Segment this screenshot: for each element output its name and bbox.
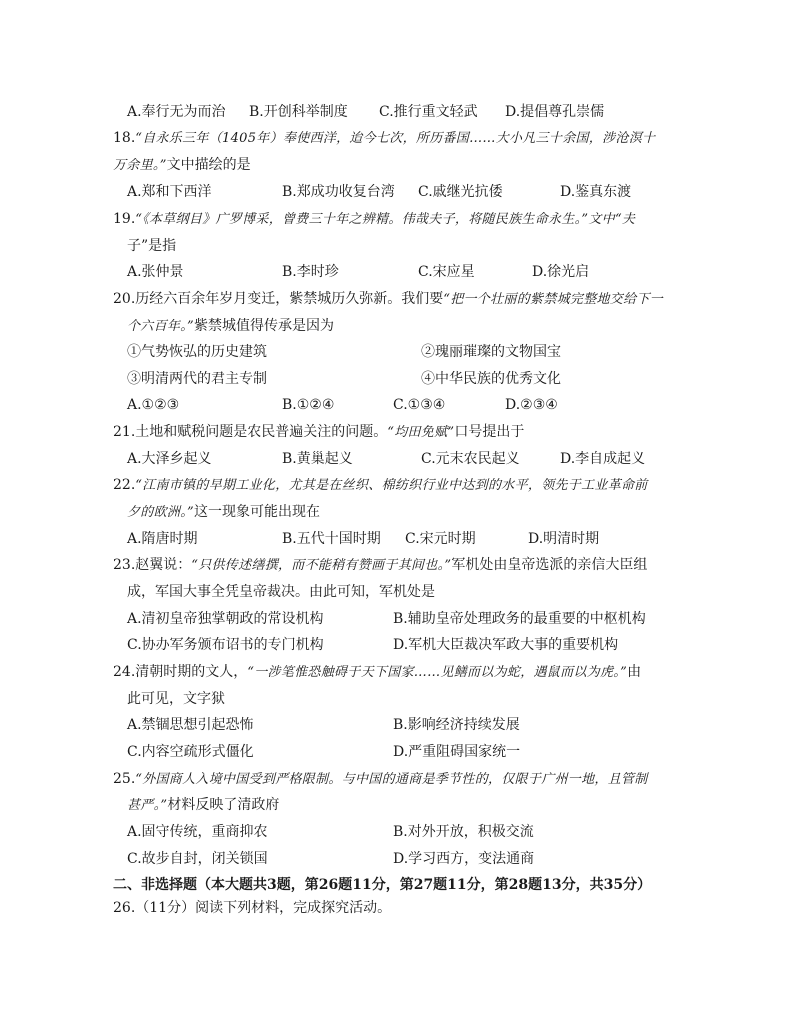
q25-quote-2: 甚严。” (127, 798, 168, 813)
q20-stem-tail: 紫禁城值得传承是因为 (193, 318, 334, 334)
q19-option-c: C.宋应星 (418, 264, 475, 280)
q22-stem-line-1 (113, 476, 648, 494)
q20-item-1: ①气势恢弘的历史建筑 (127, 344, 267, 360)
q22-option-c: C.宋元时期 (405, 531, 476, 547)
q19-stem-line-2: 子”是指 (127, 238, 177, 254)
q19-number: 19. (113, 211, 136, 227)
q17-option-a: A.奉行无为而治 (127, 104, 226, 120)
q21-option-c: C.元末农民起义 (421, 451, 520, 467)
q20-stem-pre: 20.历经六百余年岁月变迁，紫禁城历久弥新。我们要 (113, 291, 444, 307)
q22-option-a: A.隋唐时期 (127, 531, 198, 547)
q23-quote: “只供传述缮撰，而不能稍有赞画于其间也。” (191, 558, 452, 573)
q18-quote-1: “自永乐三年（1405年）奉使西洋，迨今七次，所历番国……大小凡三十余国，涉沧溟十 (135, 131, 656, 146)
q20-item-4: ④中华民族的优秀文化 (421, 371, 561, 387)
q22-stem-line-2 (127, 503, 320, 521)
q20-quote-1: “把一个壮丽的紫禁城完整地交给下一 (443, 292, 664, 307)
q17-option-d: D.提倡尊孔崇儒 (505, 104, 605, 120)
q21-stem-tail: 口号提出于 (454, 424, 525, 440)
q18-stem-line-2 (113, 156, 251, 174)
q25-option-b: B.对外开放，积极交流 (393, 824, 534, 840)
q21-stem-pre: 21.土地和赋税问题是农民普遍关注的问题。 (113, 424, 388, 440)
q24-option-b: B.影响经济持续发展 (393, 717, 520, 733)
q18-stem-line-1 (113, 129, 655, 147)
q23-option-c: C.协办军务颁布诏书的专门机构 (127, 637, 324, 653)
q24-option-d: D.严重阻碍国家统一 (393, 744, 521, 760)
q20-option-a: A.①②③ (127, 397, 180, 413)
q18-number: 18. (113, 130, 136, 146)
q22-option-d: D.明清时期 (528, 531, 600, 547)
q17-option-c: C.推行重文轻武 (379, 104, 478, 120)
q23-option-d: D.军机大臣裁决军政大事的重要机构 (393, 637, 619, 653)
q23-stem-line-2: 成，军国大事全凭皇帝裁决。由此可知，军机处是 (127, 584, 435, 600)
q24-option-c: C.内容空疏形式僵化 (127, 744, 254, 760)
q20-option-d: D.②③④ (505, 397, 558, 413)
q20-stem-line-2 (127, 317, 334, 335)
q22-quote-1: “江南市镇的早期工业化，尤其是在丝织、棉纺织行业中达到的水平，领先于工业革命前 (135, 478, 648, 493)
q20-option-c: C.①③④ (393, 397, 446, 413)
q19-stem-line-1 (113, 210, 635, 228)
q23-stem-line-1 (113, 556, 647, 574)
q17-option-b: B.开创科举制度 (249, 104, 348, 120)
q18-option-b: B.郑成功收复台湾 (282, 184, 395, 200)
q20-option-b: B.①②④ (282, 397, 335, 413)
q18-stem-tail: 文中描绘的是 (166, 157, 251, 173)
q24-option-a: A.禁锢思想引起恐怖 (127, 717, 254, 733)
q18-option-d: D.鉴真东渡 (560, 184, 632, 200)
q25-stem-tail: 材料反映了清政府 (167, 797, 280, 813)
q18-option-c: C.戚继光抗倭 (418, 184, 503, 200)
q23-stem-tail: 军机处由皇帝选派的亲信大臣组 (451, 557, 648, 573)
q21-stem (113, 423, 524, 441)
q20-stem-line-1 (113, 290, 663, 308)
q22-option-b: B.五代十国时期 (282, 531, 381, 547)
q25-number: 25. (113, 771, 136, 787)
q22-stem-tail: 这一现象可能出现在 (193, 504, 320, 520)
q18-quote-2: 万余里。” (113, 158, 167, 173)
q21-quote: “均田免赋” (387, 425, 455, 440)
q19-option-b: B.李时珍 (282, 264, 339, 280)
q23-option-a: A.清初皇帝独掌朝政的常设机构 (127, 611, 324, 627)
q25-quote-1: “外国商人入境中国受到严格限制。与中国的通商是季节性的，仅限于广州一地，且管制 (135, 772, 648, 787)
q22-number: 22. (113, 477, 136, 493)
q21-option-d: D.李自成起义 (560, 451, 646, 467)
q24-stem-tail: 由 (627, 664, 642, 680)
section-2-heading: 二、非选择题（本大题共3题，第26题11分，第27题11分，第28题13分，共35分） (113, 877, 652, 893)
q19-quote-1: “《本草纲目》广罗博采，曾费三十年之辨精。伟哉夫子，将随民族生命永生。”文中“夫 (135, 212, 636, 227)
q25-option-c: C.故步自封，闭关锁国 (127, 851, 268, 867)
q24-stem-pre: 24.清朝时期的文人， (113, 664, 248, 680)
q25-option-a: A.固守传统，重商抑农 (127, 824, 268, 840)
q21-option-b: B.黄巢起义 (282, 451, 353, 467)
q25-option-d: D.学习西方，变法通商 (393, 851, 535, 867)
q22-quote-2: 夕的欧洲。” (127, 505, 194, 520)
q24-stem-line-1 (113, 663, 641, 681)
q23-option-b: B.辅助皇帝处理政务的最重要的中枢机构 (393, 611, 646, 627)
q20-item-2: ②瑰丽璀璨的文物国宝 (421, 344, 561, 360)
q21-option-a: A.大泽乡起义 (127, 451, 212, 467)
q26-stem: 26.（11分）阅读下列材料，完成探究活动。 (113, 900, 392, 916)
q19-option-d: D.徐光启 (532, 264, 590, 280)
q19-option-a: A.张仲景 (127, 264, 184, 280)
q18-option-a: A.郑和下西洋 (127, 184, 212, 200)
q24-quote: “一涉笔惟恐触碍于天下国家……见鳝而以为蛇，遇鼠而以为虎。” (247, 665, 628, 680)
q23-stem-pre: 23.赵翼说： (113, 557, 192, 573)
q24-stem-line-2: 此可见，文字狱 (127, 691, 225, 707)
q25-stem-line-1 (113, 770, 648, 788)
q20-item-3: ③明清两代的君主专制 (127, 371, 267, 387)
q20-quote-2: 个六百年。” (127, 319, 194, 334)
q25-stem-line-2 (127, 796, 279, 814)
